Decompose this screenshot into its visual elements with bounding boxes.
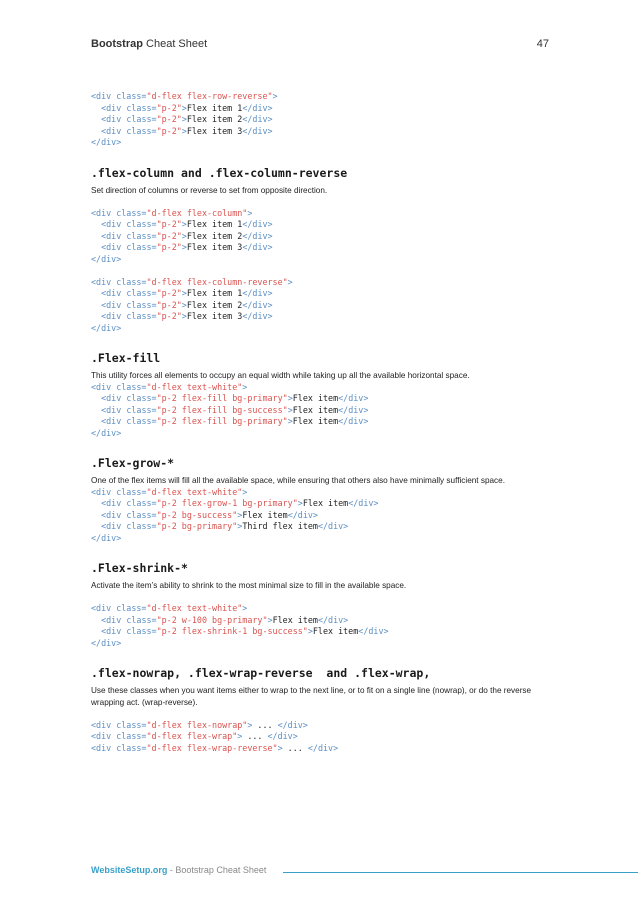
code-tag: <div (101, 626, 127, 636)
code-line (91, 382, 561, 394)
code-tag: </div> (242, 288, 273, 298)
code-tag: > (287, 393, 293, 403)
code-text: Flex item (312, 626, 359, 636)
page-footer (91, 865, 551, 879)
code-tag: > (247, 719, 253, 730)
header-brand: Bootstrap (91, 38, 143, 50)
code-tag: <div (101, 498, 127, 508)
code-line (91, 615, 561, 627)
code-tag: <div (91, 276, 117, 287)
code-string: "d-flex text-white" (146, 381, 243, 392)
code-tag: class= (116, 486, 147, 497)
code-tag: class= (116, 603, 147, 613)
code-tag: <div (101, 242, 127, 252)
code-tag: </div> (277, 719, 308, 730)
code-tag: <div (101, 114, 127, 124)
code-line (91, 731, 561, 743)
code-tag: </div> (338, 393, 369, 403)
code-tag: <div (101, 416, 127, 426)
code-tag: class= (116, 731, 147, 741)
code-tag: class= (126, 230, 157, 241)
code-string: "p-2 flex-fill bg-primary" (156, 416, 288, 426)
code-string: "d-flex flex-wrap" (146, 731, 238, 741)
section-description: Set direction of columns or reverse to set from opposite direction. (91, 185, 328, 195)
code-tag: > (237, 509, 243, 520)
code-tag: class= (116, 207, 147, 218)
code-tag: > (181, 288, 187, 298)
code-text (91, 510, 101, 520)
code-text (91, 393, 101, 403)
code-text: Flex item (292, 393, 339, 403)
code-text (91, 242, 101, 252)
code-string: "p-2" (156, 230, 182, 241)
code-string: "p-2 flex-shrink-1 bg-success" (156, 626, 308, 636)
code-text: Flex item 3 (186, 311, 243, 321)
code-text: Flex item (292, 416, 339, 426)
code-tag: > (307, 626, 313, 636)
code-tag: <div (91, 731, 117, 741)
code-string: "p-2" (156, 242, 182, 252)
code-text (91, 126, 101, 136)
code-text: Flex item (242, 509, 288, 520)
code-tag: </div> (338, 416, 369, 426)
code-tag: <div (91, 603, 117, 613)
code-string: "p-2" (156, 311, 182, 321)
code-line (91, 311, 561, 323)
code-line (91, 638, 561, 650)
code-line (91, 103, 561, 115)
code-tag: class= (126, 114, 157, 124)
code-tag: class= (116, 742, 147, 753)
code-tag: </div> (242, 114, 273, 124)
header-title: Cheat Sheet (146, 38, 208, 50)
code-tag: </div> (91, 137, 122, 147)
code-tag: > (242, 486, 248, 497)
code-line (91, 720, 561, 732)
code-tag: </div> (242, 219, 273, 229)
code-tag: > (181, 219, 187, 229)
code-string: "d-flex flex-nowrap" (146, 719, 248, 730)
code-line (91, 219, 561, 231)
code-tag: class= (126, 219, 157, 229)
code-text: Flex item 1 (186, 288, 243, 298)
code-tag: class= (126, 404, 157, 415)
footer-site[interactable]: WebsiteSetup.org (91, 865, 168, 875)
section-heading: .flex-nowrap, .flex-wrap-reverse and .flex-wrap, (91, 666, 431, 680)
code-tag: class= (126, 311, 157, 321)
code-tag: <div (91, 207, 117, 218)
code-tag: class= (116, 381, 147, 392)
section-description: Use these classes when you want items either to wrap to the next line, or to fit on a single line (nowrap), or do the reverse wrapping act. (wrap-reverse). (91, 686, 532, 707)
code-tag: > (247, 207, 253, 218)
code-tag: </div> (91, 322, 122, 333)
code-string: "p-2" (156, 288, 182, 298)
code-tag: > (277, 742, 283, 753)
code-tag: class= (126, 521, 157, 531)
code-tag: <div (101, 102, 127, 113)
code-string: "d-flex flex-column-reverse" (146, 276, 288, 287)
code-tag: > (297, 498, 303, 508)
code-tag: > (181, 102, 187, 113)
page-content (91, 91, 561, 754)
code-block (91, 603, 561, 649)
code-tag: > (237, 521, 243, 531)
code-line (91, 405, 561, 417)
code-tag: <div (101, 614, 127, 625)
code-text (91, 521, 101, 531)
spacer (91, 708, 561, 720)
code-text (91, 311, 101, 321)
code-tag: <div (101, 288, 127, 298)
code-line (91, 626, 561, 638)
code-string: "p-2 bg-success" (156, 509, 238, 520)
code-line (91, 603, 561, 615)
code-tag: <div (91, 91, 117, 101)
code-line (91, 323, 561, 335)
code-text: Flex item 2 (186, 114, 243, 124)
code-line (91, 743, 561, 755)
code-block (91, 487, 561, 545)
code-tag: <div (101, 299, 127, 310)
code-text: ... (282, 742, 308, 753)
code-tag: </div> (307, 742, 339, 753)
code-line (91, 137, 561, 149)
code-string: "p-2 flex-fill bg-primary" (156, 393, 288, 403)
code-line (91, 126, 561, 138)
code-tag: </div> (91, 427, 122, 438)
section-description: Activate the item’s ability to shrink to the most minimal size to fill in the available space. (91, 581, 407, 590)
spacer (91, 592, 561, 604)
code-tag: </div> (348, 498, 379, 508)
code-tag: <div (101, 393, 127, 403)
code-tag: class= (116, 276, 147, 287)
code-tag: </div> (267, 731, 298, 741)
code-block (91, 277, 561, 335)
code-tag: class= (126, 299, 157, 310)
code-string: "p-2 flex-fill bg-success" (156, 404, 288, 415)
code-line (91, 288, 561, 300)
code-tag: > (242, 381, 248, 392)
code-tag: </div> (242, 242, 273, 252)
section-heading: .Flex-grow-* (91, 456, 175, 470)
code-line (91, 208, 561, 220)
code-string: "p-2" (156, 114, 182, 124)
code-text: Flex item 3 (186, 242, 243, 252)
code-line (91, 510, 561, 522)
code-tag: class= (126, 288, 157, 298)
code-line (91, 416, 561, 428)
code-tag: <div (91, 486, 117, 497)
code-tag: > (237, 731, 243, 741)
code-tag: <div (101, 311, 127, 321)
code-tag: > (181, 242, 187, 252)
code-string: "p-2 flex-grow-1 bg-primary" (156, 498, 298, 508)
code-tag: </div> (358, 626, 389, 636)
code-line (91, 231, 561, 243)
code-tag: > (181, 114, 187, 124)
code-tag: class= (126, 242, 157, 252)
code-text (91, 498, 101, 508)
code-tag: <div (101, 404, 127, 415)
code-tag: <div (101, 230, 127, 241)
code-text: Flex item 1 (186, 219, 243, 229)
code-tag: <div (91, 719, 117, 730)
section-heading: .flex-column and .flex-column-reverse (91, 165, 348, 180)
code-text (91, 103, 101, 113)
section-heading: .Flex-shrink-* (91, 561, 188, 575)
code-tag: </div> (287, 509, 318, 520)
section-heading: .Flex-fill (91, 351, 161, 365)
code-tag: > (181, 125, 187, 136)
code-text: Flex item 3 (186, 125, 243, 136)
code-tag: </div> (317, 614, 349, 625)
code-tag: class= (126, 102, 157, 113)
code-string: "d-flex text-white" (146, 603, 243, 613)
footer-rule (283, 872, 638, 873)
code-line (91, 393, 561, 405)
code-string: "d-flex flex-column" (146, 207, 248, 218)
code-line (91, 533, 561, 545)
code-tag: > (272, 91, 278, 101)
code-tag: </div> (242, 311, 273, 321)
code-string: "d-flex text-white" (146, 486, 243, 497)
code-text: Flex item 2 (186, 299, 243, 310)
section-description: This utility forces all elements to occupy an equal width while taking up all the available horizontal space. (91, 371, 470, 380)
code-block (91, 382, 561, 440)
code-line (91, 242, 561, 254)
footer-suffix: - Bootstrap Cheat Sheet (167, 865, 267, 875)
code-text (91, 114, 101, 124)
code-string: "p-2 w-100 bg-primary" (156, 614, 268, 625)
code-tag: class= (126, 393, 157, 403)
code-line (91, 300, 561, 312)
code-tag: </div> (91, 637, 122, 648)
code-tag: > (287, 416, 293, 426)
code-tag: <div (101, 521, 127, 531)
code-tag: </div> (317, 521, 349, 531)
code-tag: class= (126, 125, 157, 136)
code-tag: class= (126, 626, 157, 636)
code-text: Flex item (292, 404, 339, 415)
code-tag: class= (116, 719, 147, 730)
code-tag: class= (126, 509, 157, 520)
code-block (91, 208, 561, 266)
code-tag: > (181, 299, 187, 310)
code-text: ... (252, 719, 278, 730)
page-number: 47 (536, 38, 549, 50)
code-line (91, 91, 561, 103)
code-block (91, 91, 561, 149)
code-line (91, 114, 561, 126)
code-tag: <div (101, 219, 127, 229)
code-text (91, 416, 101, 426)
code-string: "p-2" (156, 299, 182, 310)
code-tag: > (267, 614, 273, 625)
code-block (91, 720, 561, 755)
code-tag: > (287, 404, 293, 415)
code-text: ... (242, 731, 268, 741)
code-tag: > (181, 311, 187, 321)
code-text: Third flex item (242, 521, 318, 531)
code-tag: </div> (242, 299, 273, 310)
code-line (91, 521, 561, 533)
code-tag: </div> (338, 404, 369, 415)
code-tag: > (181, 230, 187, 241)
code-tag: </div> (91, 253, 122, 264)
code-tag: <div (91, 742, 117, 753)
code-text: Flex item (272, 614, 318, 625)
code-tag: </div> (91, 532, 122, 543)
code-tag: <div (101, 125, 127, 136)
code-tag: </div> (242, 230, 273, 241)
code-tag: class= (126, 614, 157, 625)
code-tag: class= (126, 416, 157, 426)
spacer (91, 196, 561, 208)
code-tag: </div> (242, 125, 273, 136)
code-text: Flex item (302, 498, 349, 508)
code-tag: </div> (242, 102, 273, 113)
code-line (91, 498, 561, 510)
code-tag: <div (101, 509, 127, 520)
spacer (91, 265, 561, 277)
code-line (91, 428, 561, 440)
code-line (91, 254, 561, 266)
code-string: "p-2" (156, 102, 182, 113)
code-tag: class= (126, 498, 157, 508)
code-string: "p-2 bg-primary" (156, 521, 238, 531)
code-line (91, 487, 561, 499)
code-text (91, 219, 101, 229)
code-tag: > (242, 603, 248, 613)
code-text (91, 615, 101, 625)
code-string: "d-flex flex-row-reverse" (146, 91, 273, 101)
code-text: Flex item 2 (186, 230, 243, 241)
page-header (91, 38, 549, 54)
code-text (91, 300, 101, 310)
code-text: Flex item 1 (186, 102, 243, 113)
section-description: One of the flex items will fill all the available space, while ensuring that others also have minimally sufficient space. (91, 476, 505, 485)
code-text (91, 231, 101, 241)
code-text (91, 405, 101, 415)
code-string: "p-2" (156, 219, 182, 229)
code-tag: > (287, 276, 293, 287)
code-tag: class= (116, 91, 147, 101)
code-string: "d-flex flex-wrap-reverse" (146, 742, 278, 753)
code-text (91, 288, 101, 298)
code-text (91, 626, 101, 636)
code-line (91, 277, 561, 289)
code-tag: <div (91, 381, 117, 392)
code-string: "p-2" (156, 125, 182, 136)
